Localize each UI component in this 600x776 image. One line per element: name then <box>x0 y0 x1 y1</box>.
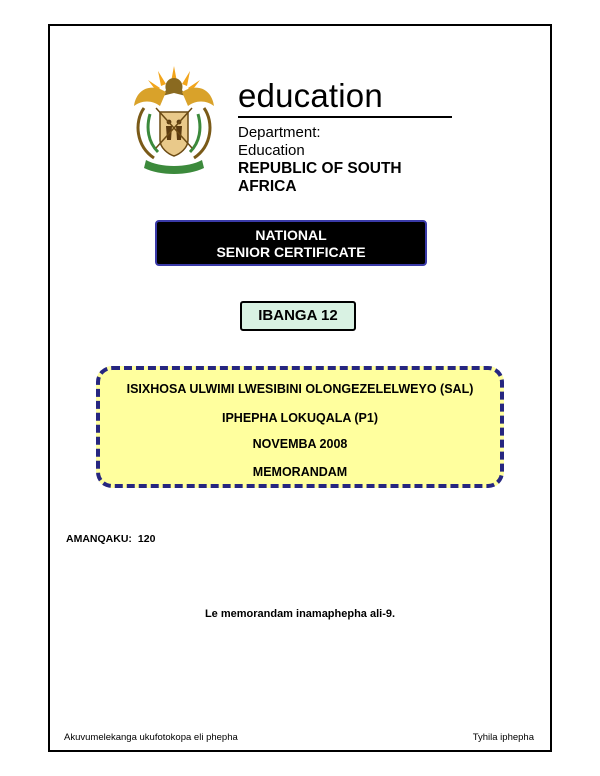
exam-date: NOVEMBA 2008 <box>252 437 348 451</box>
paper-name: IPHEPHA LOKUQALA (P1) <box>221 411 379 425</box>
department-label: Department: <box>238 124 321 141</box>
marks-label: AMANQAKU: <box>66 533 132 545</box>
south-africa-coat-of-arms-icon <box>128 62 220 180</box>
brand-divider <box>238 116 452 118</box>
document-type: MEMORANDAM <box>252 465 348 479</box>
subject-name: ISIXHOSA ULWIMI LWESIBINI OLONGEZELELWEYO (SAL) <box>126 382 474 396</box>
page-count-note: Le memorandam inamaphepha ali-9. <box>204 608 396 620</box>
footer-turn-page: Tyhila iphepha <box>472 732 534 743</box>
department-name: Education <box>238 142 305 159</box>
subject-box <box>96 366 504 488</box>
footer-copyright-note: Akuvumelekanga ukufotokopa eli phepha <box>64 732 238 743</box>
brand-word: education <box>238 77 383 114</box>
certificate-title-box <box>155 220 427 266</box>
total-marks <box>66 533 155 545</box>
certificate-title-line2: SENIOR CERTIFICATE <box>216 244 366 260</box>
certificate-title-line1: NATIONAL <box>255 227 327 243</box>
education-brand <box>238 78 460 196</box>
grade-box: IBANGA 12 <box>240 301 356 331</box>
country-name: REPUBLIC OF SOUTH AFRICA <box>238 160 402 195</box>
marks-value: 120 <box>137 533 156 545</box>
